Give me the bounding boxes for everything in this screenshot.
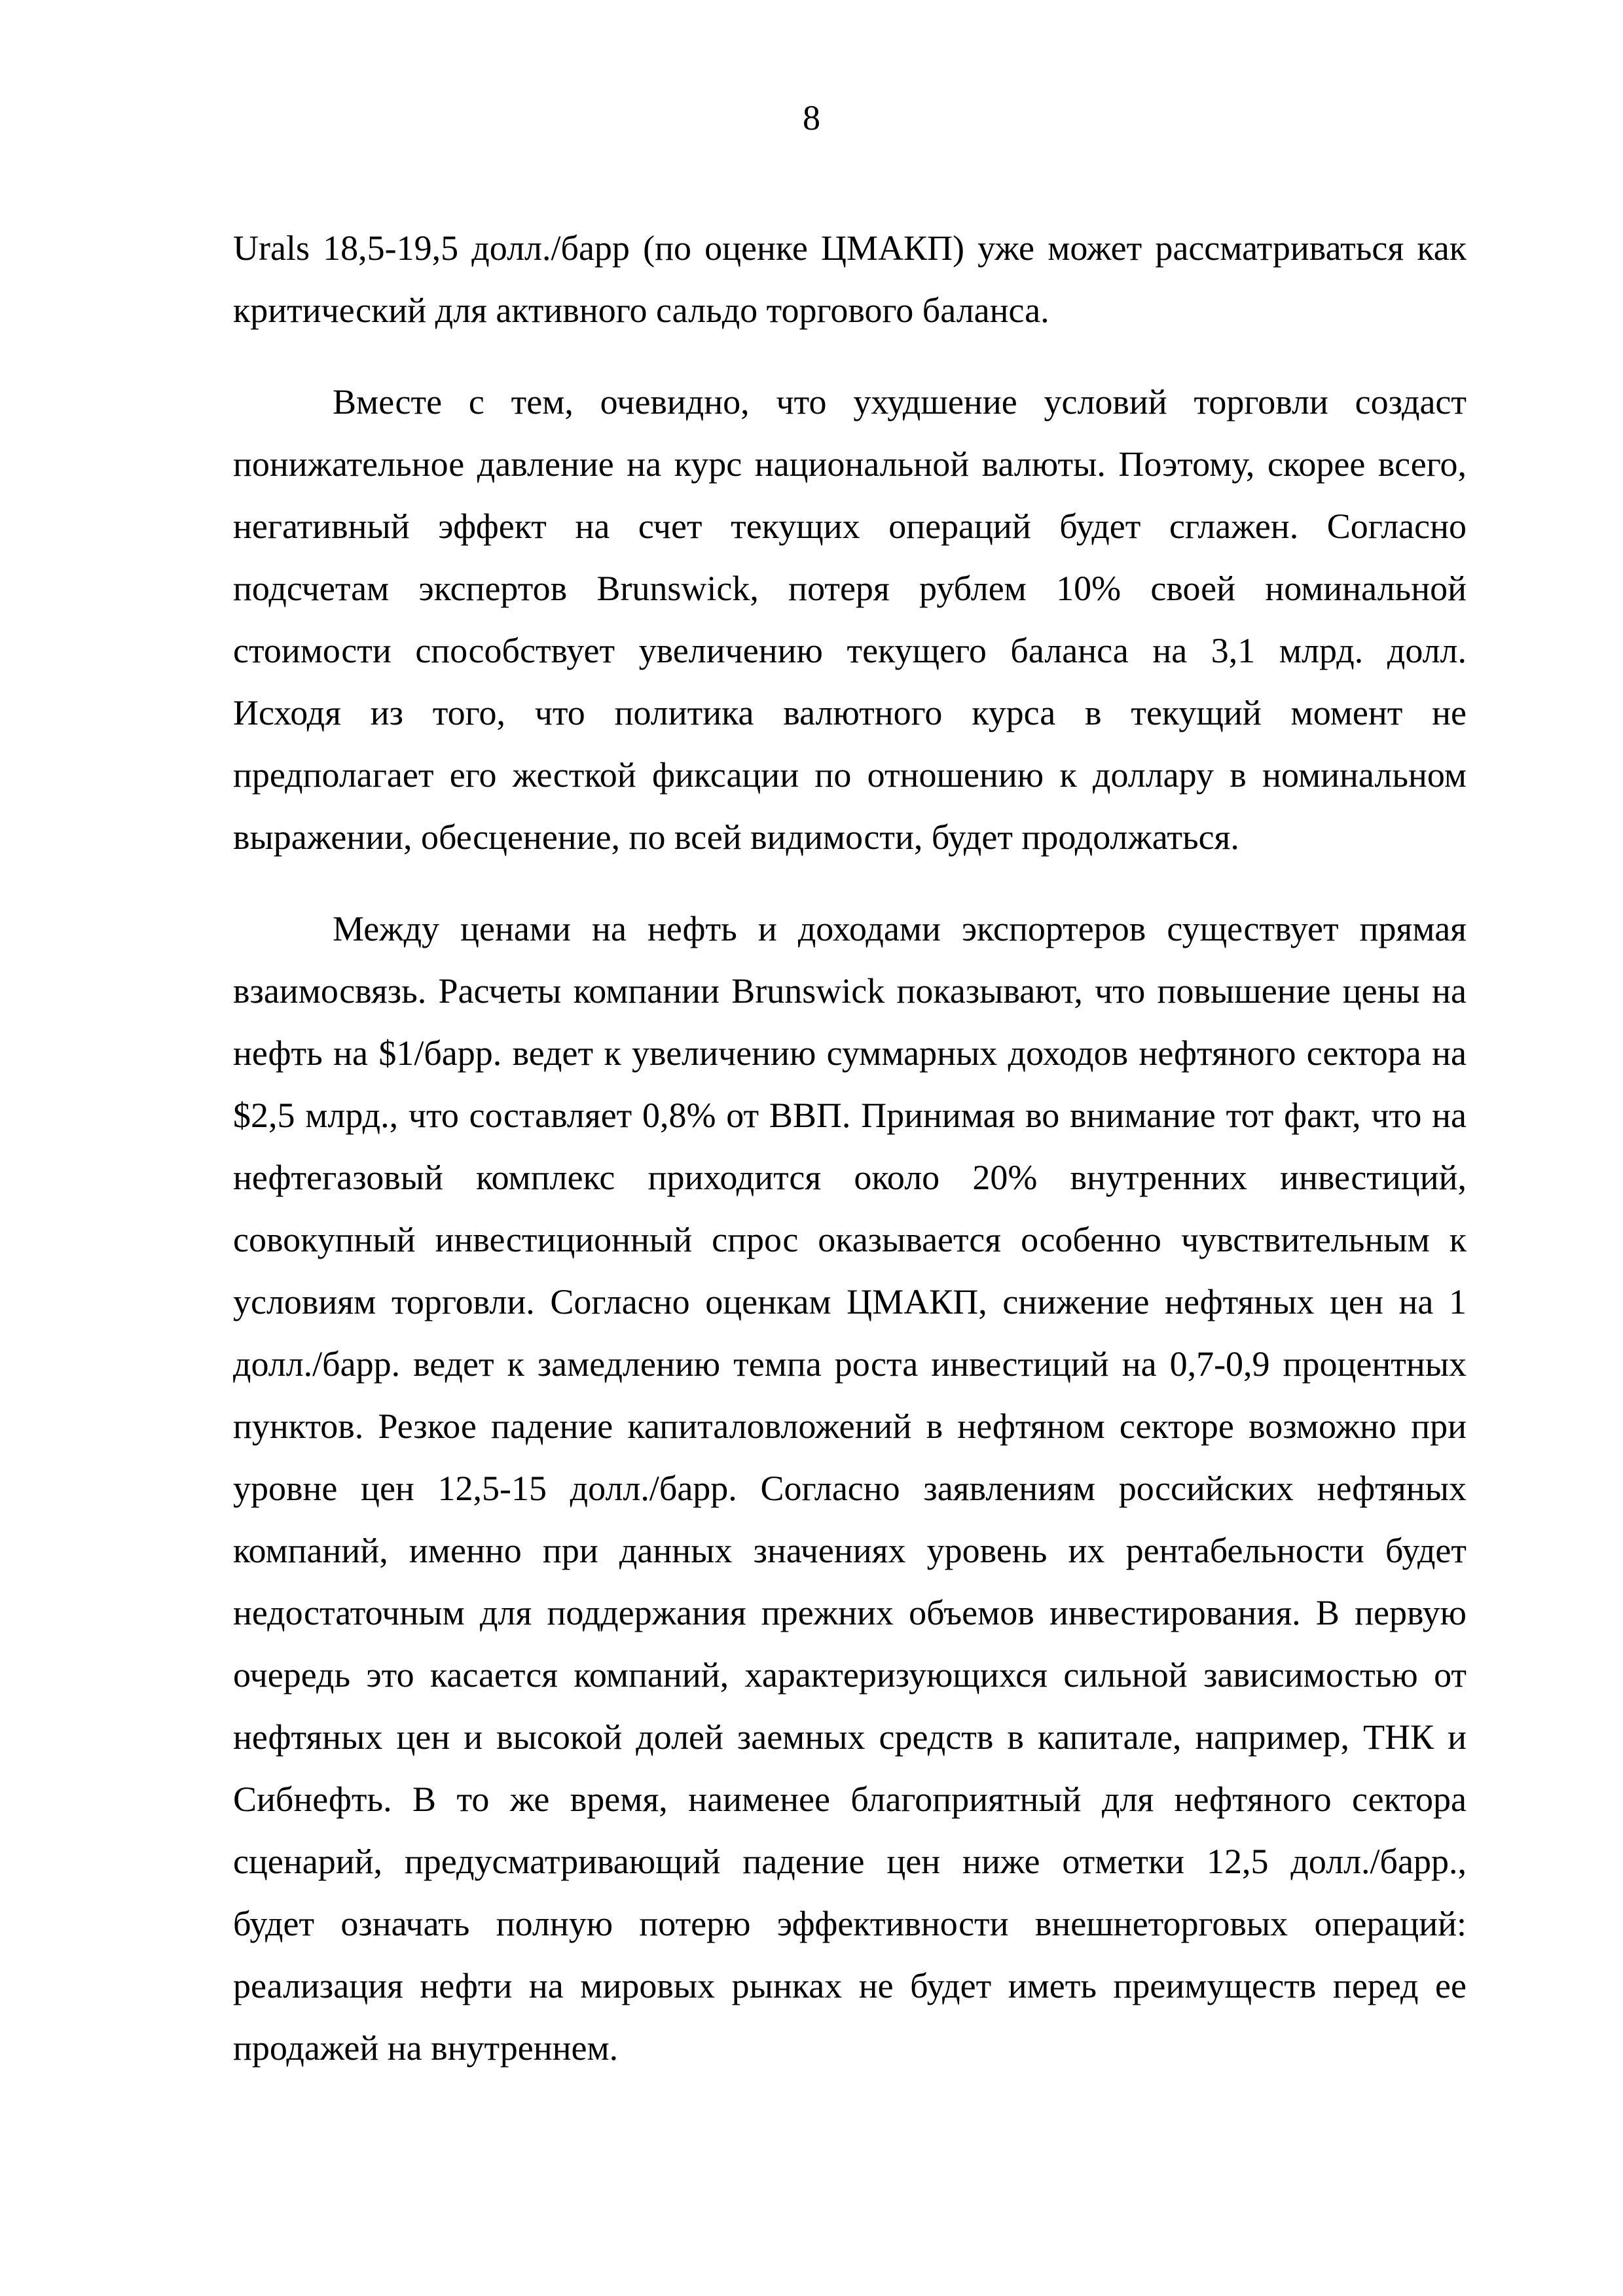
text-line: Между ценами на нефть и доходами экспортеров существует прямая [333, 909, 1467, 948]
paragraph [233, 217, 1467, 342]
text-line: продажей на внутреннем. [233, 2028, 619, 2068]
text-line: негативный эффект на счет текущих операций будет сглажен. Согласно [233, 507, 1467, 546]
text-line: взаимосвязь. Расчеты компании Brunswick показывают, что повышение цены на [233, 971, 1467, 1011]
text-line: очередь это касается компаний, характеризующихся сильной зависимостью от [233, 1655, 1467, 1695]
text-line: нефтегазовый комплекс приходится около 20% внутренних инвестиций, [233, 1158, 1467, 1197]
text-line: совокупный инвестиционный спрос оказывается особенно чувствительным к [233, 1220, 1467, 1259]
text-line: условиям торговли. Согласно оценкам ЦМАКП, снижение нефтяных цен на 1 [233, 1282, 1467, 1321]
text-line: пунктов. Резкое падение капиталовложений в нефтяном секторе возможно при [233, 1407, 1467, 1446]
text-line: будет означать полную потерю эффективности внешнеторговых операций: [233, 1904, 1467, 1943]
text-line: сценарий, предусматривающий падение цен ниже отметки 12,5 долл./барр., [233, 1842, 1467, 1881]
text-line: стоимости способствует увеличению текущего баланса на 3,1 млрд. долл. [233, 631, 1467, 670]
text-line: предполагает его жесткой фиксации по отношению к доллару в номинальном [233, 755, 1467, 795]
text-line: понижательное давление на курс национальной валюты. Поэтому, скорее всего, [233, 444, 1467, 484]
paragraph [233, 898, 1467, 2079]
text-line: Urals 18,5-19,5 долл./барр (по оценке ЦМАКП) уже может рассматриваться как [233, 228, 1467, 268]
text-line: выражении, обесценение, по всей видимости, будет продолжаться. [233, 817, 1239, 857]
text-line: Сибнефть. В то же время, наименее благоприятный для нефтяного сектора [233, 1780, 1467, 1819]
document-body [233, 217, 1467, 2109]
text-line: реализация нефти на мировых рынках не будет иметь преимуществ перед ее [233, 1966, 1467, 2005]
text-line: критический для активного сальдо торгового баланса. [233, 291, 1049, 330]
text-line: нефтяных цен и высокой долей заемных средств в капитале, например, ТНК и [233, 1717, 1467, 1757]
text-line: долл./барр. ведет к замедлению темпа роста инвестиций на 0,7-0,9 процентных [233, 1344, 1467, 1384]
text-line: нефть на $1/барр. ведет к увеличению суммарных доходов нефтяного сектора на [233, 1033, 1467, 1073]
text-line: Исходя из того, что политика валютного курса в текущий момент не [233, 693, 1467, 732]
page-number: 8 [803, 98, 820, 137]
text-line: подсчетам экспертов Brunswick, потеря рублем 10% своей номинальной [233, 569, 1467, 608]
text-line: компаний, именно при данных значениях уровень их рентабельности будет [233, 1531, 1467, 1570]
text-line: уровне цен 12,5-15 долл./барр. Согласно заявлениям российских нефтяных [233, 1469, 1467, 1508]
text-line: $2,5 млрд., что составляет 0,8% от ВВП. Принимая во внимание тот факт, что на [233, 1096, 1467, 1135]
paragraph [233, 371, 1467, 869]
text-line: Вместе с тем, очевидно, что ухудшение условий торговли создаст [333, 382, 1467, 422]
text-line: недостаточным для поддержания прежних объемов инвестирования. В первую [233, 1593, 1467, 1632]
